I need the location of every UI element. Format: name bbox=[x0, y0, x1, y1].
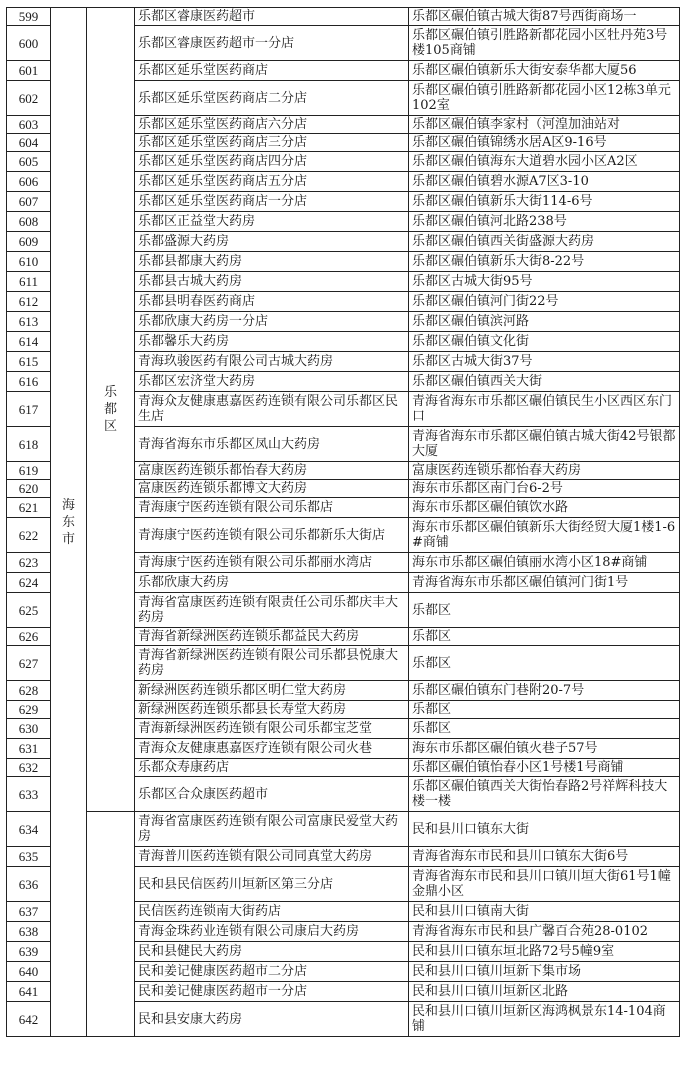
row-number: 640 bbox=[7, 962, 51, 982]
row-number: 625 bbox=[7, 593, 51, 628]
pharmacy-name: 乐都区延乐堂医药商店一分店 bbox=[135, 192, 409, 212]
pharmacy-address: 乐都区 bbox=[409, 628, 680, 646]
pharmacy-address: 海东市乐都区碾伯镇新乐大街经贸大厦1楼1-6#商铺 bbox=[409, 518, 680, 553]
pharmacy-name: 青海省新绿洲医药连锁有限公司乐都县悦康大药房 bbox=[135, 646, 409, 681]
pharmacy-address: 海东市乐都区碾伯镇丽水湾小区18#商铺 bbox=[409, 553, 680, 573]
pharmacy-table bbox=[6, 7, 680, 1037]
row-number: 642 bbox=[7, 1002, 51, 1037]
pharmacy-address: 乐都区碾伯镇滨河路 bbox=[409, 312, 680, 332]
row-number: 626 bbox=[7, 628, 51, 646]
pharmacy-address: 民和县川口镇川垣新区北路 bbox=[409, 982, 680, 1002]
row-number: 603 bbox=[7, 116, 51, 134]
pharmacy-address: 乐都区碾伯镇海东大道碧水园小区A2区 bbox=[409, 152, 680, 172]
row-number: 621 bbox=[7, 498, 51, 518]
row-number: 608 bbox=[7, 212, 51, 232]
pharmacy-name: 青海新绿洲医药连锁有限公司乐都宝芝堂 bbox=[135, 719, 409, 739]
row-number: 627 bbox=[7, 646, 51, 681]
pharmacy-name: 乐都区正益堂大药房 bbox=[135, 212, 409, 232]
pharmacy-name: 乐都县都康大药房 bbox=[135, 252, 409, 272]
pharmacy-name: 新绿洲医药连锁乐都区明仁堂大药房 bbox=[135, 681, 409, 701]
pharmacy-name: 乐都区合众康医药超市 bbox=[135, 777, 409, 812]
row-number: 607 bbox=[7, 192, 51, 212]
row-number: 614 bbox=[7, 332, 51, 352]
pharmacy-address: 民和县川口镇南大街 bbox=[409, 902, 680, 922]
pharmacy-address: 海东市乐都区碾伯镇饮水路 bbox=[409, 498, 680, 518]
row-number: 615 bbox=[7, 352, 51, 372]
row-number: 611 bbox=[7, 272, 51, 292]
pharmacy-name: 青海康宁医药连锁有限公司乐都店 bbox=[135, 498, 409, 518]
row-number: 618 bbox=[7, 427, 51, 462]
pharmacy-name: 乐都区延乐堂医药商店二分店 bbox=[135, 81, 409, 116]
pharmacy-name: 青海众友健康惠嘉医药连锁有限公司乐都区民生店 bbox=[135, 392, 409, 427]
row-number: 636 bbox=[7, 867, 51, 902]
county-cell-empty bbox=[87, 812, 135, 1037]
row-number: 604 bbox=[7, 134, 51, 152]
pharmacy-address: 民和县川口镇川垣新下集市场 bbox=[409, 962, 680, 982]
row-number: 600 bbox=[7, 26, 51, 61]
pharmacy-address: 乐都区古城大街37号 bbox=[409, 352, 680, 372]
row-number: 610 bbox=[7, 252, 51, 272]
row-number: 637 bbox=[7, 902, 51, 922]
pharmacy-name: 乐都馨乐大药房 bbox=[135, 332, 409, 352]
pharmacy-name: 青海众友健康惠嘉医疗连锁有限公司火巷 bbox=[135, 739, 409, 759]
row-number: 634 bbox=[7, 812, 51, 847]
pharmacy-address: 乐都区 bbox=[409, 646, 680, 681]
pharmacy-name: 乐都区延乐堂医药商店四分店 bbox=[135, 152, 409, 172]
row-number: 601 bbox=[7, 61, 51, 81]
pharmacy-address: 乐都区 bbox=[409, 719, 680, 739]
table-row bbox=[7, 812, 680, 847]
pharmacy-name: 青海省海东市乐都区凤山大药房 bbox=[135, 427, 409, 462]
pharmacy-address: 青海省海东市乐都区碾伯镇民生小区西区东门口 bbox=[409, 392, 680, 427]
pharmacy-address: 青海省海东市民和县川口镇东大街6号 bbox=[409, 847, 680, 867]
pharmacy-address: 乐都区碾伯镇河北路238号 bbox=[409, 212, 680, 232]
pharmacy-name: 富康医药连锁乐都博文大药房 bbox=[135, 480, 409, 498]
pharmacy-name: 乐都众寿康药店 bbox=[135, 759, 409, 777]
pharmacy-name: 青海玖骏医药有限公司古城大药房 bbox=[135, 352, 409, 372]
pharmacy-address: 乐都区古城大街95号 bbox=[409, 272, 680, 292]
pharmacy-address: 乐都区碾伯镇引胜路新都花园小区12栋3单元102室 bbox=[409, 81, 680, 116]
pharmacy-address: 海东市乐都区碾伯镇火巷子57号 bbox=[409, 739, 680, 759]
city-cell bbox=[51, 8, 87, 1037]
pharmacy-address: 乐都区碾伯镇西关大街 bbox=[409, 372, 680, 392]
pharmacy-name: 乐都区延乐堂医药商店五分店 bbox=[135, 172, 409, 192]
row-number: 624 bbox=[7, 573, 51, 593]
pharmacy-address: 民和县川口镇东垣北路72号5幢9室 bbox=[409, 942, 680, 962]
row-number: 599 bbox=[7, 8, 51, 26]
pharmacy-name: 民和姜记健康医药超市二分店 bbox=[135, 962, 409, 982]
row-number: 606 bbox=[7, 172, 51, 192]
pharmacy-name: 民信医药连锁南大街药店 bbox=[135, 902, 409, 922]
pharmacy-name: 乐都区延乐堂医药商店 bbox=[135, 61, 409, 81]
pharmacy-name: 乐都区睿康医药超市一分店 bbox=[135, 26, 409, 61]
row-number: 616 bbox=[7, 372, 51, 392]
pharmacy-name: 青海康宁医药连锁有限公司乐都丽水湾店 bbox=[135, 553, 409, 573]
row-number: 629 bbox=[7, 701, 51, 719]
pharmacy-address: 民和县川口镇东大街 bbox=[409, 812, 680, 847]
city-label: 海东市 bbox=[61, 497, 75, 547]
pharmacy-address: 民和县川口镇川垣新区海鸿枫景东14-104商铺 bbox=[409, 1002, 680, 1037]
pharmacy-name: 青海康宁医药连锁有限公司乐都新乐大街店 bbox=[135, 518, 409, 553]
pharmacy-address: 青海省海东市民和县川口镇川垣大街61号1幢金鼎小区 bbox=[409, 867, 680, 902]
pharmacy-name: 民和姜记健康医药超市一分店 bbox=[135, 982, 409, 1002]
row-number: 623 bbox=[7, 553, 51, 573]
row-number: 620 bbox=[7, 480, 51, 498]
pharmacy-address: 乐都区碾伯镇引胜路新都花园小区牡丹苑3号楼105商铺 bbox=[409, 26, 680, 61]
pharmacy-address: 乐都区碾伯镇文化街 bbox=[409, 332, 680, 352]
county-cell bbox=[87, 8, 135, 812]
pharmacy-name: 青海普川医药连锁有限公司同真堂大药房 bbox=[135, 847, 409, 867]
pharmacy-name: 民和县民信医药川垣新区第三分店 bbox=[135, 867, 409, 902]
pharmacy-address: 乐都区碾伯镇西关街盛源大药房 bbox=[409, 232, 680, 252]
row-number: 628 bbox=[7, 681, 51, 701]
pharmacy-address: 乐都区碾伯镇新乐大街安泰华都大厦56 bbox=[409, 61, 680, 81]
pharmacy-address: 青海省海东市民和县广馨百合苑28-0102 bbox=[409, 922, 680, 942]
row-number: 613 bbox=[7, 312, 51, 332]
pharmacy-name: 民和县健民大药房 bbox=[135, 942, 409, 962]
pharmacy-name: 乐都欣康大药房一分店 bbox=[135, 312, 409, 332]
pharmacy-address: 富康医药连锁乐都怡春大药房 bbox=[409, 462, 680, 480]
pharmacy-name: 乐都欣康大药房 bbox=[135, 573, 409, 593]
row-number: 639 bbox=[7, 942, 51, 962]
pharmacy-address: 青海省海东市乐都区碾伯镇河门街1号 bbox=[409, 573, 680, 593]
pharmacy-address: 乐都区碾伯镇新乐大街8-22号 bbox=[409, 252, 680, 272]
row-number: 602 bbox=[7, 81, 51, 116]
row-number: 619 bbox=[7, 462, 51, 480]
row-number: 617 bbox=[7, 392, 51, 427]
pharmacy-address: 青海省海东市乐都区碾伯镇古城大街42号银都大厦 bbox=[409, 427, 680, 462]
pharmacy-name: 青海省富康医药连锁有限公司富康民爱堂大药房 bbox=[135, 812, 409, 847]
table-body bbox=[7, 8, 680, 1037]
county-label: 乐都区 bbox=[103, 385, 117, 434]
row-number: 609 bbox=[7, 232, 51, 252]
pharmacy-name: 民和县安康大药房 bbox=[135, 1002, 409, 1037]
pharmacy-name: 乐都盛源大药房 bbox=[135, 232, 409, 252]
pharmacy-address: 乐都区碾伯镇李家村（河湟加油站对 bbox=[409, 116, 680, 134]
row-number: 633 bbox=[7, 777, 51, 812]
row-number: 630 bbox=[7, 719, 51, 739]
pharmacy-name: 乐都区宏济堂大药房 bbox=[135, 372, 409, 392]
pharmacy-name: 乐都区延乐堂医药商店三分店 bbox=[135, 134, 409, 152]
pharmacy-name: 乐都区睿康医药超市 bbox=[135, 8, 409, 26]
pharmacy-address: 乐都区碾伯镇西关大街怡春路2号祥辉科技大楼一楼 bbox=[409, 777, 680, 812]
row-number: 635 bbox=[7, 847, 51, 867]
pharmacy-address: 乐都区碾伯镇怡春小区1号楼1号商铺 bbox=[409, 759, 680, 777]
pharmacy-name: 乐都县明春医药商店 bbox=[135, 292, 409, 312]
pharmacy-address: 乐都区碾伯镇河门街22号 bbox=[409, 292, 680, 312]
pharmacy-name: 乐都县古城大药房 bbox=[135, 272, 409, 292]
row-number: 612 bbox=[7, 292, 51, 312]
pharmacy-name: 富康医药连锁乐都怡春大药房 bbox=[135, 462, 409, 480]
table-row bbox=[7, 8, 680, 26]
row-number: 638 bbox=[7, 922, 51, 942]
pharmacy-address: 乐都区碾伯镇锦绣水居A区9-16号 bbox=[409, 134, 680, 152]
pharmacy-name: 青海省富康医药连锁有限责任公司乐都庆丰大药房 bbox=[135, 593, 409, 628]
pharmacy-address: 乐都区 bbox=[409, 593, 680, 628]
row-number: 632 bbox=[7, 759, 51, 777]
pharmacy-address: 海东市乐都区南门台6-2号 bbox=[409, 480, 680, 498]
pharmacy-name: 新绿洲医药连锁乐都县长寿堂大药房 bbox=[135, 701, 409, 719]
pharmacy-address: 乐都区 bbox=[409, 701, 680, 719]
row-number: 631 bbox=[7, 739, 51, 759]
row-number: 641 bbox=[7, 982, 51, 1002]
pharmacy-name: 青海金珠药业连锁有限公司康启大药房 bbox=[135, 922, 409, 942]
pharmacy-name: 乐都区延乐堂医药商店六分店 bbox=[135, 116, 409, 134]
pharmacy-address: 乐都区碾伯镇古城大街87号西街商场一 bbox=[409, 8, 680, 26]
pharmacy-address: 乐都区碾伯镇新乐大街114-6号 bbox=[409, 192, 680, 212]
pharmacy-address: 乐都区碾伯镇碧水源A7区3-10 bbox=[409, 172, 680, 192]
row-number: 605 bbox=[7, 152, 51, 172]
pharmacy-address: 乐都区碾伯镇东门巷附20-7号 bbox=[409, 681, 680, 701]
row-number: 622 bbox=[7, 518, 51, 553]
pharmacy-name: 青海省新绿洲医药连锁乐都益民大药房 bbox=[135, 628, 409, 646]
